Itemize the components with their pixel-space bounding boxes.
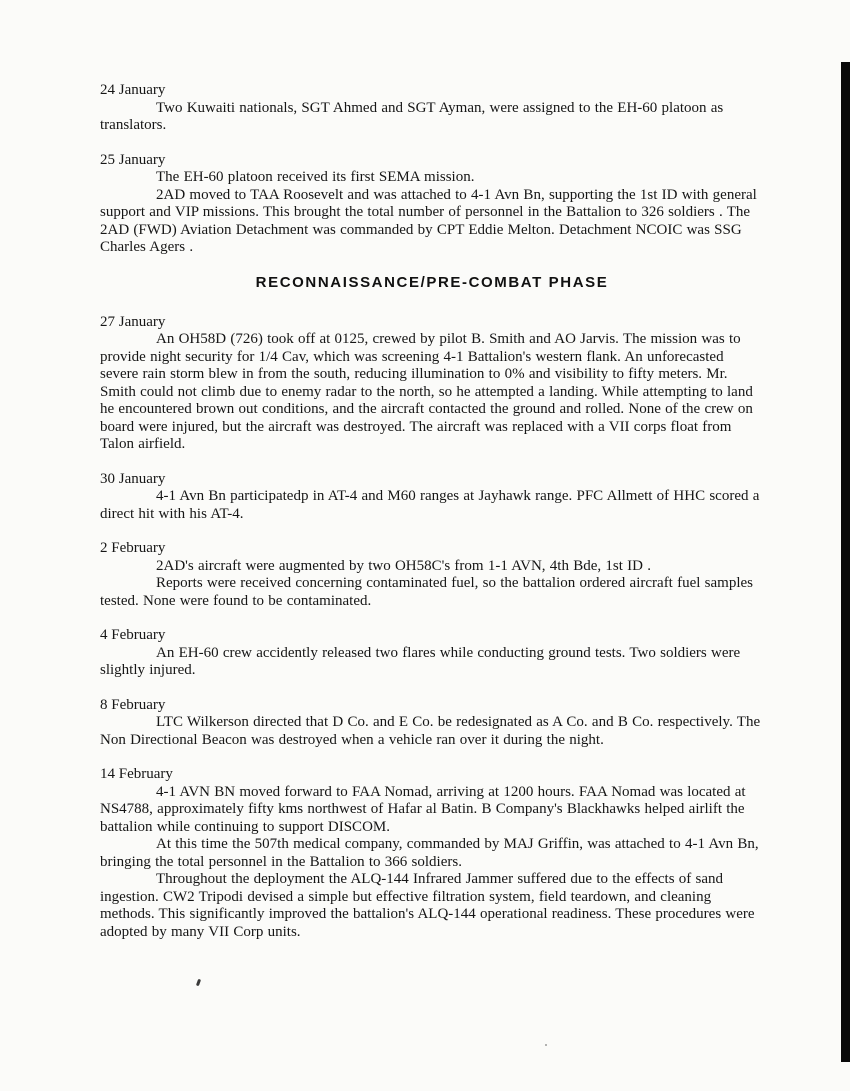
- entry-date: 27 January: [100, 313, 166, 330]
- entry-date: 30 January: [100, 470, 166, 487]
- entry-date: 25 January: [100, 151, 166, 168]
- entry-paragraph: 4-1 Avn Bn participatedp in AT-4 and M60 ranges at Jayhawk range. PFC Allmett of HHC scored a direct hit with his AT-4.: [100, 488, 760, 522]
- entry-date: 14 February: [100, 766, 173, 782]
- log-entry-27-january: [100, 314, 764, 454]
- entry-date: 24 January: [100, 82, 166, 98]
- entry-date: 2 February: [100, 540, 166, 556]
- entry-paragraph: 2AD's aircraft were augmented by two OH58C's from 1-1 AVN, 4th Bde, 1st ID .: [156, 557, 651, 574]
- log-entry-25-january: [100, 152, 764, 257]
- log-entry-30-january: [100, 471, 764, 524]
- entry-paragraph: Reports were received concerning contaminated fuel, so the battalion ordered aircraft fuel samples tested. None were found to be contaminated.: [100, 575, 753, 609]
- entry-paragraph: The EH-60 platoon received its first SEMA mission.: [156, 169, 475, 185]
- entry-paragraph: An EH-60 crew accidently released two flares while conducting ground tests. Two soldiers were slightly injured.: [100, 644, 741, 678]
- entry-paragraph: Throughout the deployment the ALQ-144 Infrared Jammer suffered due to the effects of sand ingestion. CW2 Tripodi devised a simple but effective filtration system, field teardown, and cleaning methods. This significantly improved the battalion's ALQ-144 operational readiness. These procedures were adopted by many VII Corp units.: [100, 871, 755, 940]
- log-entry-14-february: [100, 766, 764, 941]
- entry-date: 4 February: [100, 627, 166, 643]
- log-entry-2-february: [100, 540, 764, 610]
- entry-paragraph: An OH58D (726) took off at 0125, crewed by pilot B. Smith and AO Jarvis. The mission was to provide night security for 1/4 Cav, which was screening 4-1 Battalion's western flank. An unforecasted severe rain storm blew in from the south, reducing illumination to 0% and visibility to fifty meters. Mr. Smith could not climb due to enemy radar to the north, so he attempted a landing. While attempting to land he encountered brown out conditions, and the aircraft contacted the ground and rolled. None of the crew on board were injured, but the aircraft was destroyed. The aircraft was replaced with a VII corps float from Talon airfield.: [100, 331, 753, 452]
- entry-paragraph: Two Kuwaiti nationals, SGT Ahmed and SGT Ayman, were assigned to the EH-60 platoon as translators.: [100, 99, 724, 133]
- log-entry-4-february: [100, 627, 764, 680]
- log-entry-24-january: [100, 82, 764, 135]
- scan-edge-artifact: [841, 62, 850, 1062]
- entry-date: 8 February: [100, 696, 166, 713]
- scan-speck: [196, 979, 201, 987]
- entry-paragraph: At this time the 507th medical company, commanded by MAJ Griffin, was attached to 4-1 Avn Bn, bringing the total personnel in the Battalion to 366 soldiers.: [100, 836, 759, 870]
- entry-paragraph: 2AD moved to TAA Roosevelt and was attached to 4-1 Avn Bn, supporting the 1st ID with general support and VIP missions. This brought the total number of personnel in the Battalion to 326 soldiers . The 2AD (FWD) Aviation Detachment was commanded by CPT Eddie Melton. Detachment NCOIC was SSG Charles Agers .: [100, 186, 757, 255]
- entry-paragraph: LTC Wilkerson directed that D Co. and E Co. be redesignated as A Co. and B Co. respectively. The Non Directional Beacon was destroyed when a vehicle ran over it during the night.: [100, 714, 761, 748]
- document-text-column: [100, 82, 764, 958]
- entry-paragraph: 4-1 AVN BN moved forward to FAA Nomad, arriving at 1200 hours. FAA Nomad was located at NS4788, approximately fifty kms northwest of Hafar al Batin. B Company's Blackhawks helped airlift the battalion while continuing to support DISCOM.: [100, 783, 746, 835]
- scan-speck: [545, 1044, 547, 1046]
- section-heading: RECONNAISSANCE/PRE-COMBAT PHASE: [255, 273, 609, 291]
- log-entry-8-february: [100, 697, 764, 750]
